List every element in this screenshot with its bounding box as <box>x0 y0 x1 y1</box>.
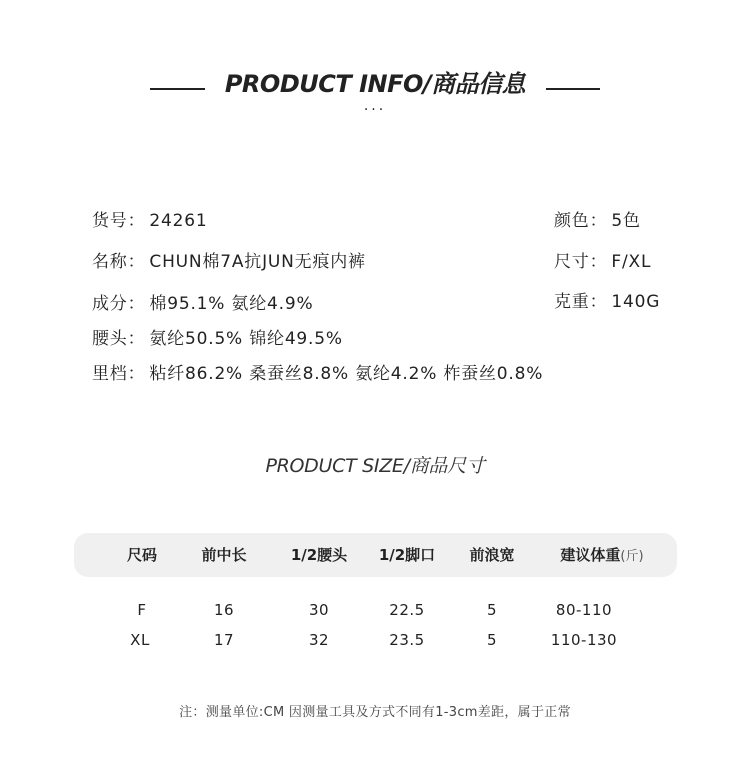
info-weight <box>554 287 660 312</box>
section-title <box>0 64 750 100</box>
table-cell: 110-130 <box>550 631 618 649</box>
measurement-note: 注：测量单位:CM 因测量工具及方式不同有1-3cm差距，属于正常 <box>179 705 571 720</box>
info-name <box>92 247 366 272</box>
table-cell: 17 <box>213 631 235 649</box>
product-info-title: PRODUCT INFO/商品信息 <box>224 70 526 98</box>
info-value: 棉95.1% 氨纶4.9% <box>149 294 314 314</box>
col-header-recommended-weight <box>540 533 664 577</box>
info-crotch <box>92 359 543 384</box>
info-value: CHUN棉7A抗JUN无痕内裤 <box>149 252 366 272</box>
info-item-no <box>92 206 208 231</box>
col-header-weight-label: 建议体重 <box>560 546 621 564</box>
info-waistband <box>92 324 343 349</box>
info-label: 名称： <box>92 252 146 272</box>
col-header-size: 尺码 <box>126 546 157 564</box>
col-header-half-waist: 1/2腰头 <box>290 546 348 564</box>
table-cell: 22.5 <box>389 601 425 619</box>
title-divider-right <box>546 88 600 90</box>
info-value: 粘纤86.2% 桑蚕丝8.8% 氨纶4.2% 柞蚕丝0.8% <box>149 364 544 384</box>
info-value: 氨纶50.5% 锦纶49.5% <box>149 329 343 349</box>
weight-unit: (斤) <box>620 549 644 564</box>
info-value: 24261 <box>149 211 208 231</box>
title-dots: ··· <box>363 102 387 118</box>
info-value: F/XL <box>611 252 652 272</box>
table-cell: 23.5 <box>389 631 425 649</box>
size-table-header <box>74 533 677 577</box>
table-cell: 16 <box>213 601 235 619</box>
table-cell: F <box>137 601 147 619</box>
table-cell: 30 <box>308 601 330 619</box>
col-header-half-leg: 1/2脚口 <box>378 546 436 564</box>
info-label: 颜色： <box>554 211 608 231</box>
info-size <box>554 247 651 272</box>
info-value: 140G <box>611 292 661 312</box>
table-cell: 80-110 <box>555 601 613 619</box>
info-label: 货号： <box>92 211 146 231</box>
info-label: 尺寸： <box>554 252 608 272</box>
info-label: 腰头： <box>92 329 146 349</box>
table-cell: XL <box>130 631 150 649</box>
info-label: 克重： <box>554 292 608 312</box>
info-label: 成分： <box>92 294 146 314</box>
table-cell: 5 <box>486 601 498 619</box>
col-header-front-rise: 前浪宽 <box>469 546 515 564</box>
col-header-front-length: 前中长 <box>201 546 247 564</box>
info-value: 5色 <box>611 211 641 231</box>
table-cell: 32 <box>308 631 330 649</box>
info-fabric <box>92 289 313 314</box>
product-size-title: PRODUCT SIZE/商品尺寸 <box>265 455 485 477</box>
table-cell: 5 <box>486 631 498 649</box>
info-color <box>554 206 641 231</box>
info-label: 里档： <box>92 364 146 384</box>
